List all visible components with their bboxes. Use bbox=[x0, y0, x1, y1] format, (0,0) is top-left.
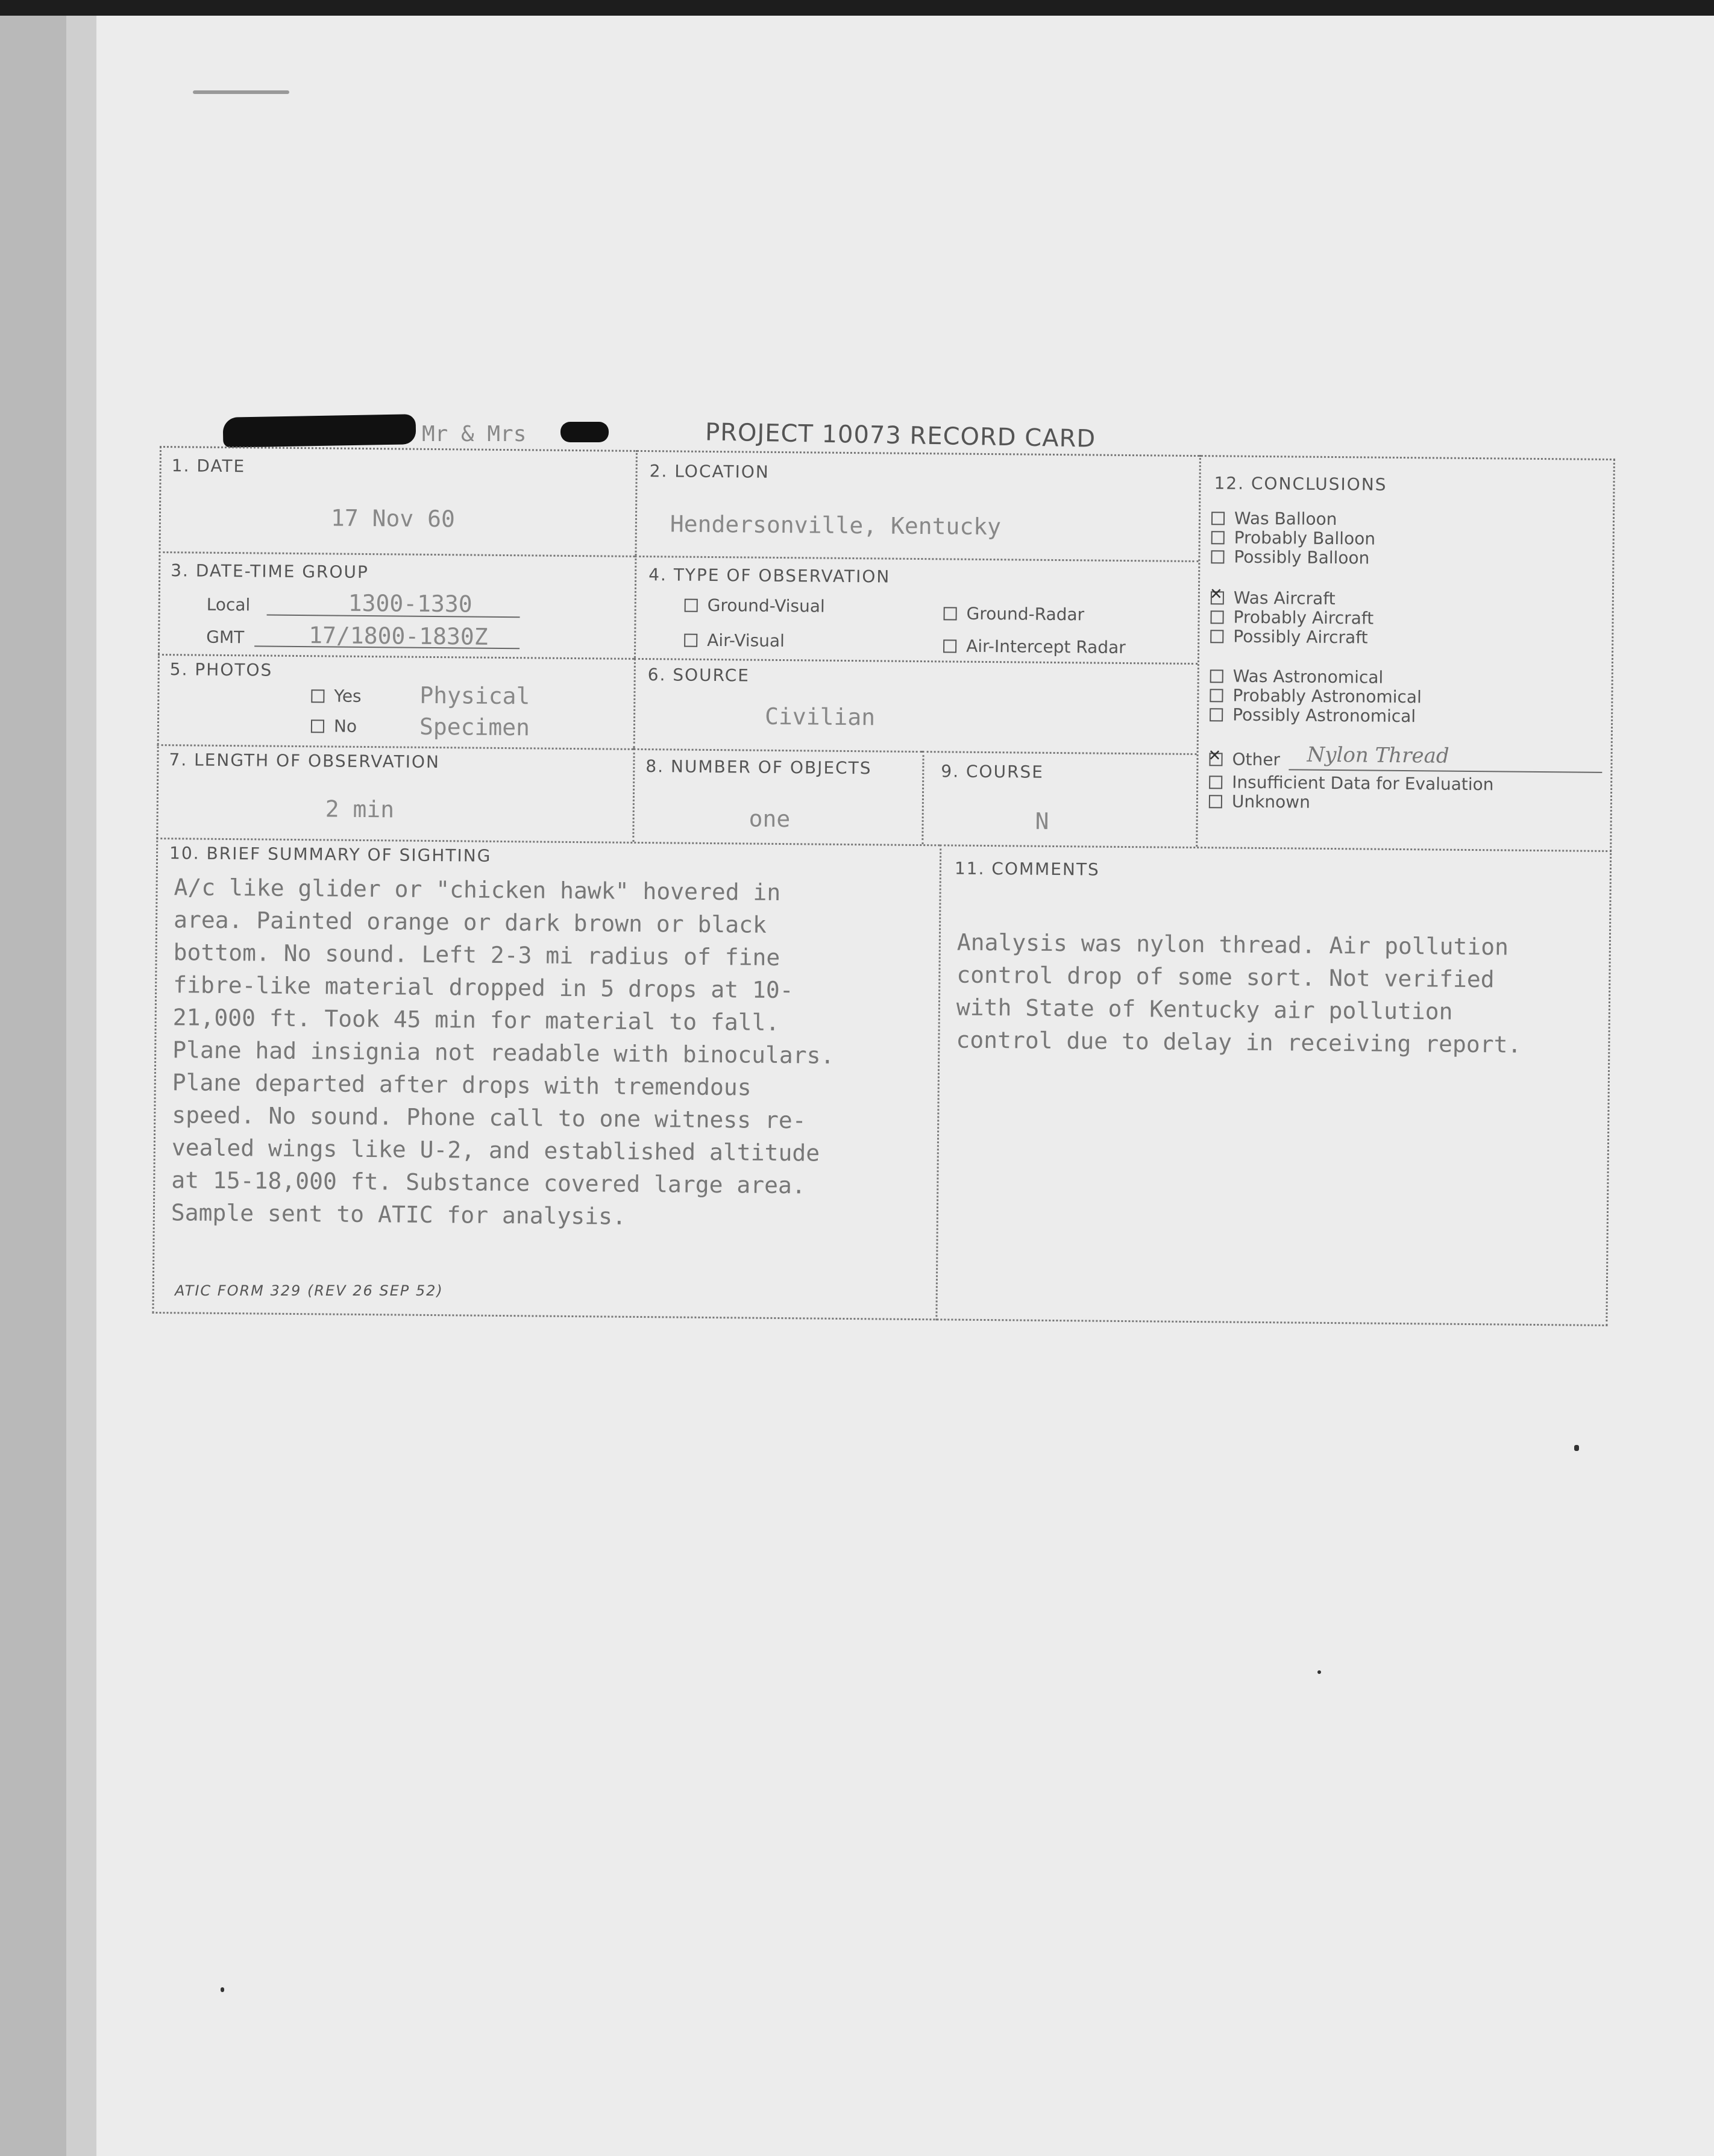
length-cell bbox=[156, 744, 633, 842]
record-card bbox=[152, 446, 1615, 1326]
conclusion-probably-balloon: Probably Balloon bbox=[1211, 527, 1376, 548]
conclusion-other: ✕ Other bbox=[1208, 747, 1281, 770]
location-label: 2. LOCATION bbox=[649, 461, 770, 482]
source-cell bbox=[633, 658, 1198, 753]
checkbox-icon bbox=[1211, 531, 1225, 544]
gmt-value: 17/1800-1830Z bbox=[309, 622, 488, 650]
conclusion-was-balloon: Was Balloon bbox=[1211, 508, 1337, 529]
checkbox-icon bbox=[1209, 795, 1222, 808]
scan-left-shadow bbox=[66, 16, 96, 2156]
local-label: Local bbox=[206, 594, 251, 615]
date-time-group-label: 3. DATE-TIME GROUP bbox=[171, 560, 369, 583]
date-time-group-cell bbox=[158, 551, 635, 658]
option-ground-visual: Ground-Visual bbox=[685, 595, 825, 616]
physical-specimen-note: Physical bbox=[419, 682, 530, 710]
number-of-objects-value: one bbox=[749, 805, 791, 833]
physical-specimen-note: Specimen bbox=[419, 713, 530, 741]
checkbox-icon bbox=[1211, 512, 1225, 525]
redaction-block bbox=[560, 422, 609, 442]
type-of-observation-cell bbox=[634, 556, 1198, 663]
number-of-objects-cell bbox=[632, 748, 922, 844]
checkbox-icon bbox=[1210, 669, 1223, 683]
checked-box-icon: ✕ bbox=[1211, 591, 1224, 604]
checkbox-icon bbox=[1209, 776, 1222, 789]
course-label: 9. COURSE bbox=[941, 761, 1044, 782]
photos-no: No bbox=[311, 716, 357, 736]
date-cell bbox=[159, 446, 635, 556]
conclusion-possibly-aircraft: Possibly Aircraft bbox=[1210, 626, 1368, 647]
speck bbox=[221, 1987, 224, 1992]
type-of-observation-label: 4. TYPE OF OBSERVATION bbox=[648, 565, 891, 587]
summary-label: 10. BRIEF SUMMARY OF SIGHTING bbox=[169, 843, 492, 866]
option-ground-radar: Ground-Radar bbox=[943, 603, 1084, 624]
course-cell bbox=[921, 751, 1196, 847]
witness-names: Mr & Mrs bbox=[422, 422, 527, 447]
checkbox-icon bbox=[943, 639, 956, 653]
speck bbox=[1574, 1445, 1579, 1451]
source-label: 6. SOURCE bbox=[647, 665, 750, 686]
checked-box-icon: ✕ bbox=[1209, 753, 1222, 766]
scan-left-margin bbox=[0, 16, 66, 2156]
photos-yes: Yes bbox=[311, 686, 361, 706]
location-value: Hendersonville, Kentucky bbox=[670, 510, 1002, 541]
checkbox-icon bbox=[944, 607, 957, 620]
conclusions-label: 12. CONCLUSIONS bbox=[1214, 473, 1387, 495]
checkbox-icon bbox=[1211, 550, 1224, 563]
local-value: 1300-1330 bbox=[348, 589, 472, 618]
conclusion-unknown: Unknown bbox=[1209, 791, 1310, 812]
card-title: PROJECT 10073 RECORD CARD bbox=[705, 418, 1096, 453]
other-underline bbox=[1289, 769, 1602, 773]
gmt-label: GMT bbox=[206, 627, 245, 648]
scan-top-edge bbox=[0, 0, 1714, 16]
scan-mark bbox=[193, 90, 289, 94]
checkbox-icon bbox=[311, 719, 324, 733]
option-air-intercept-radar: Air-Intercept Radar bbox=[943, 636, 1126, 657]
conclusion-was-aircraft: ✕ Was Aircraft bbox=[1209, 585, 1336, 609]
checkbox-icon bbox=[1210, 708, 1223, 721]
date-value: 17 Nov 60 bbox=[330, 504, 456, 533]
summary-text: A/c like glider or "chicken hawk" hovered in area. Painted orange or dark brown or black bottom. No sound. Left 2-3 mi radius of fine fibre-like material dropped in 5 drops at 10- 21,000 ft. Took 45 min for material to fall. Plane had insignia not readable with binoculars. Plane departed after drops with tremendous speed. No sound. Phone call to one witness re- vealed wings like U-2, and established altitude at 15-18,000 ft. Substance covered large area. Sample sent to ATIC for analysis. bbox=[171, 874, 835, 1230]
conclusions-cell bbox=[1196, 455, 1615, 850]
comments-label: 11. COMMENTS bbox=[954, 858, 1100, 880]
conclusion-possibly-astronomical: Possibly Astronomical bbox=[1210, 704, 1416, 726]
comments-cell bbox=[935, 844, 1612, 1326]
photos-cell bbox=[157, 654, 634, 748]
conclusion-probably-astronomical: Probably Astronomical bbox=[1210, 685, 1422, 707]
checkbox-icon bbox=[684, 634, 697, 647]
course-value: N bbox=[1035, 807, 1049, 835]
length-label: 7. LENGTH OF OBSERVATION bbox=[169, 750, 441, 772]
location-cell bbox=[635, 450, 1199, 560]
conclusion-possibly-balloon: Possibly Balloon bbox=[1211, 547, 1369, 568]
checkbox-icon bbox=[1210, 689, 1223, 702]
redaction-block bbox=[223, 414, 416, 448]
local-underline bbox=[267, 615, 520, 618]
comments-text: Analysis was nylon thread. Air pollution control drop of some sort. Not verified with State of Kentucky air pollution control due to delay in receiving report. bbox=[956, 929, 1522, 1058]
speck bbox=[1317, 1670, 1321, 1674]
checkbox-icon bbox=[311, 689, 324, 703]
other-handwritten-note: Nylon Thread bbox=[1307, 742, 1449, 768]
number-of-objects-label: 8. NUMBER OF OBJECTS bbox=[645, 756, 872, 779]
conclusion-insufficient-data: Insufficient Data for Evaluation bbox=[1209, 772, 1494, 794]
source-value: Civilian bbox=[764, 703, 876, 731]
length-value: 2 min bbox=[325, 795, 395, 823]
photos-label: 5. PHOTOS bbox=[169, 659, 273, 680]
conclusion-probably-aircraft: Probably Aircraft bbox=[1210, 607, 1373, 628]
checkbox-icon bbox=[1210, 630, 1223, 643]
option-air-visual: Air-Visual bbox=[684, 630, 785, 651]
checkbox-icon bbox=[1210, 610, 1223, 624]
date-label: 1. DATE bbox=[171, 456, 246, 477]
form-number: ATIC FORM 329 (REV 26 SEP 52) bbox=[175, 1282, 444, 1299]
checkbox-icon bbox=[685, 599, 698, 612]
conclusion-was-astronomical: Was Astronomical bbox=[1210, 666, 1384, 688]
